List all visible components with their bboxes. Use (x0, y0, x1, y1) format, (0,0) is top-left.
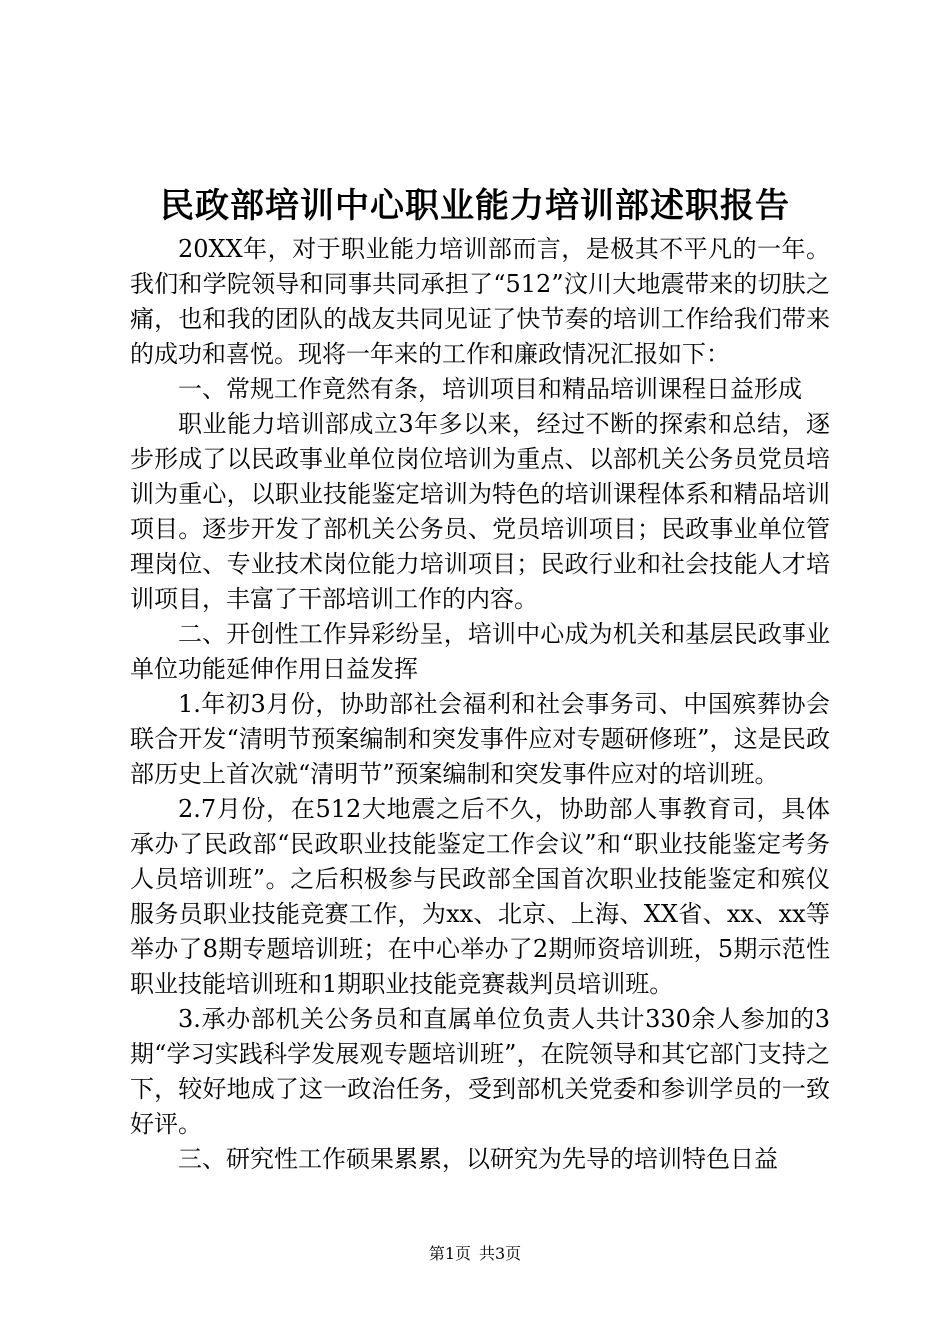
heading-section-3: 三、研究性工作硕果累累，以研究为先导的培训特色日益 (178, 1145, 778, 1173)
paragraph-section-1: 职业能力培训部成立3年多以来，经过不断的探索和总结，逐步形成了以民政事业单位岗位培训为重点、以部机关公务员党员培训为重心，以职业技能鉴定培训为特色的培训课程体系和精品培训项目。逐步开发了部机关公务员、党员培训项目；民政事业单位管理岗位、专业技术岗位能力培训项目；民政行业和社会技能人才培训项目，丰富了干部培训工作的内容。 (130, 410, 830, 613)
paragraph-item-1: 1.年初3月份，协助部社会福利和社会事务司、中国殡葬协会联合开发“清明节预案编制和突发事件应对专题研修班”，这是民政部历史上首次就“清明节”预案编制和突发事件应对的培训班。 (130, 690, 830, 788)
page-footer (0, 1242, 950, 1266)
paragraph-item-3: 3.承办部机关公务员和直属单位负责人共计330余人参加的3期“学习实践科学发展观专题培训班”，在院领导和其它部门支持之下，较好地成了这一政治任务，受到部机关党委和参训学员的一致好评。 (130, 1005, 830, 1138)
document-title: 民政部培训中心职业能力培训部述职报告 (160, 186, 790, 226)
document-body (130, 232, 830, 1177)
paragraph-intro: 20XX年，对于职业能力培训部而言，是极其不平凡的一年。我们和学院领导和同事共同承担了“512”汶川大地震带来的切肤之痛，也和我的团队的战友共同见证了快节奏的培训工作给我们带来的成功和喜悦。现将一年来的工作和廉政情况汇报如下： (130, 235, 830, 368)
heading-section-1: 一、常规工作竟然有条，培训项目和精品培训课程日益形成 (178, 375, 802, 403)
page-number: 第1页 (428, 1244, 471, 1263)
page-count: 共3页 (479, 1244, 522, 1263)
paragraph-item-2: 2.7月份，在512大地震之后不久，协助部人事教育司，具体承办了民政部“民政职业技能鉴定工作会议”和“职业技能鉴定考务人员培训班”。之后积极参与民政部全国首次职业技能鉴定和殡仪服务员职业技能竞赛工作，为xx、北京、上海、XX省、xx、xx等举办了8期专题培训班；在中心举办了2期师资培训班，5期示范性职业技能培训班和1期职业技能竞赛裁判员培训班。 (130, 795, 830, 998)
heading-section-2: 二、开创性工作异彩纷呈，培训中心成为机关和基层民政事业单位功能延伸作用日益发挥 (130, 620, 830, 683)
